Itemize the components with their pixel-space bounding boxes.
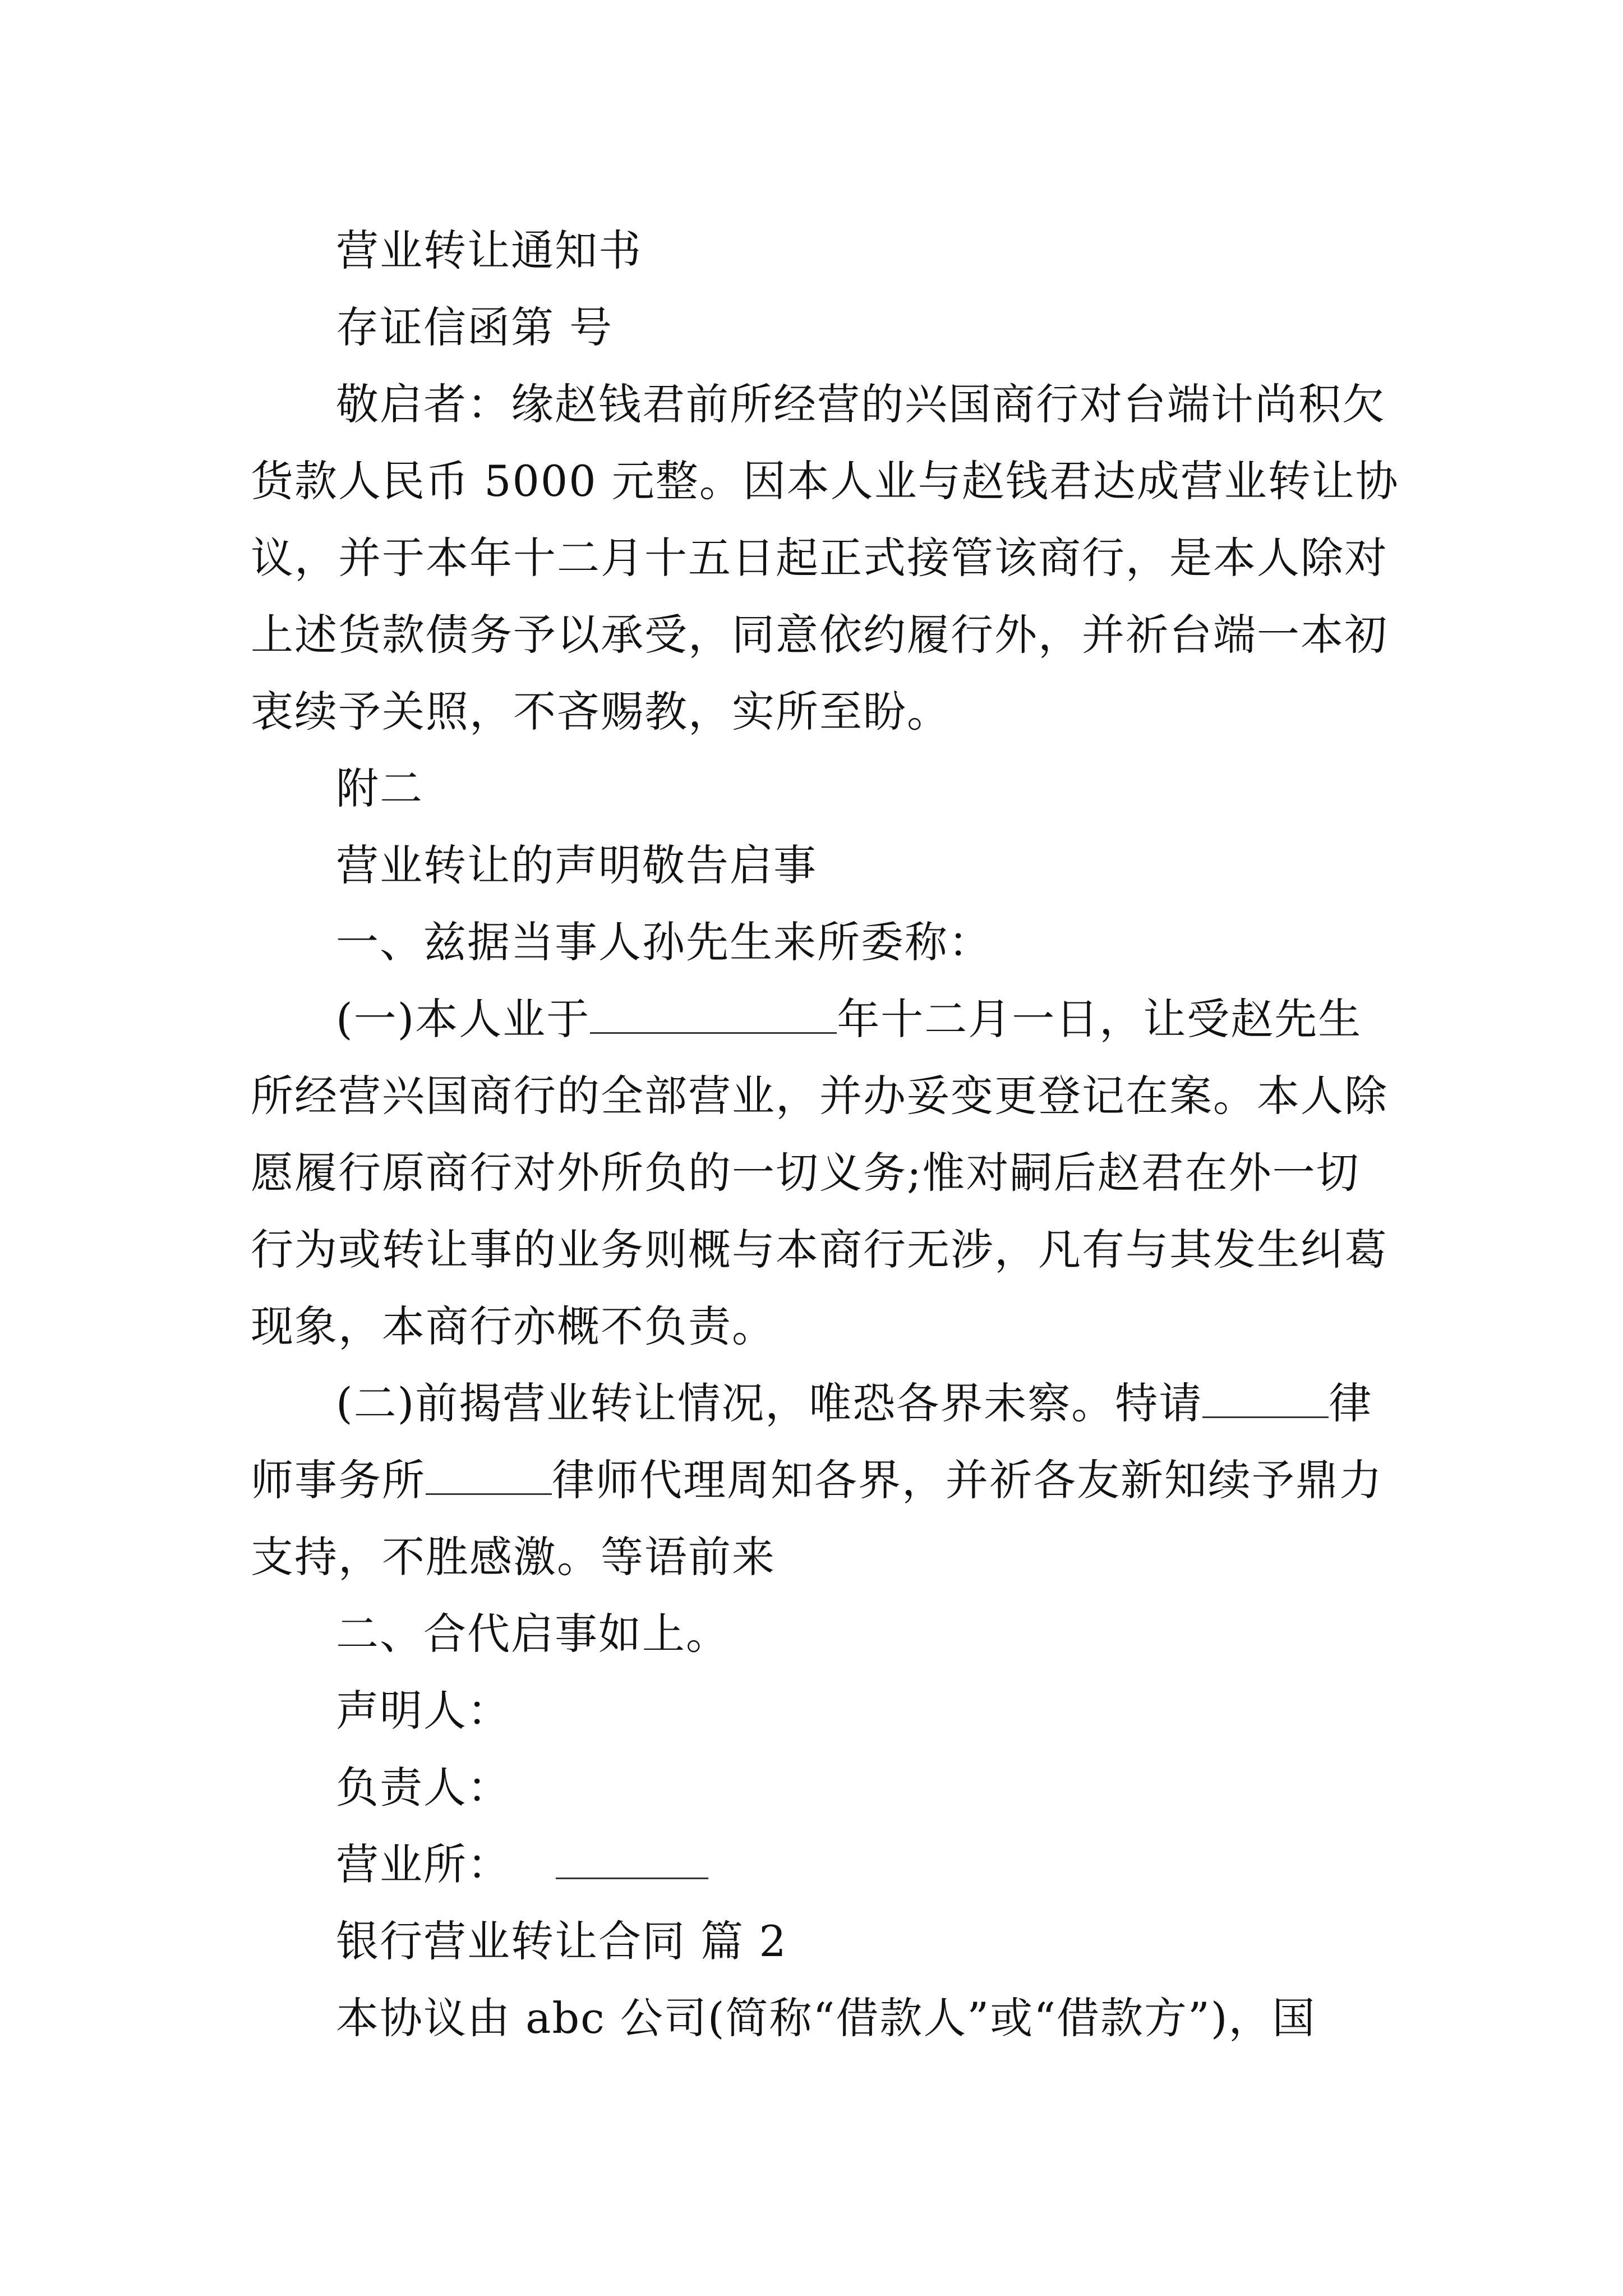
sub-item-one-line (251, 981, 1372, 1057)
business-office-blank (556, 1843, 708, 1879)
year-blank (590, 997, 837, 1034)
sub-item-two-line (251, 1365, 1372, 1442)
section2-title: 银行营业转让合同 篇 2 (336, 1916, 787, 1966)
firm-blank (426, 1458, 552, 1495)
sub-item-two-line (251, 1442, 1383, 1519)
business-office-line (251, 1826, 1372, 1903)
item-two: 二、合代启事如上。 (336, 1609, 730, 1659)
notice-title: 营业转让通知书 (336, 226, 642, 275)
business-office-label: 营业所： (336, 1839, 511, 1889)
letter-number: 存证信函第 号 (336, 302, 614, 352)
sub-item-two (251, 1365, 1383, 1595)
sub-item-two-line: 支持，不胜感激。等语前来 (251, 1532, 776, 1582)
notice-body (251, 366, 1399, 750)
sub-item-one-post: 年十二月一日，让受赵先生 (837, 994, 1362, 1044)
sub-item-one-line: 所经营兴国商行的全部营业，并办妥变更登记在案。本人除 (251, 1071, 1388, 1121)
notice-line: 议，并于本年十二月十五日起正式接管该商行，是本人除对 (251, 533, 1388, 583)
statement-title: 营业转让的声明敬告启事 (336, 840, 817, 890)
sub-item-one-line: 愿履行原商行对外所负的一切义务;惟对嗣后赵君在外一切 (251, 1148, 1360, 1198)
item-one: 一、兹据当事人孙先生来所委称： (336, 917, 992, 967)
notice-line: 敬启者：缘赵钱君前所经营的兴国商行对台端计尚积欠 (336, 379, 1386, 429)
declarant-label: 声明人： (336, 1686, 511, 1736)
appendix-label: 附二 (336, 763, 423, 813)
lawyer-blank (1202, 1382, 1329, 1418)
sub-item-two-pre2: 师事务所 (251, 1455, 426, 1505)
notice-line: 货款人民币 5000 元整。因本人业与赵钱君达成营业转让协 (251, 456, 1399, 506)
sub-item-two-pre: (二)前揭营业转让情况，唯恐各界未察。特请 (336, 1378, 1203, 1428)
sub-item-one (251, 981, 1388, 1365)
document-page (251, 212, 1399, 2056)
sub-item-one-line: 现象，本商行亦概不负责。 (251, 1301, 776, 1351)
sub-item-one-pre: (一)本人业于 (336, 994, 591, 1044)
person-in-charge-label: 负责人： (336, 1763, 511, 1812)
sub-item-two-post2: 律师代理周知各界，并祈各友新知续予鼎力 (552, 1455, 1383, 1505)
notice-line: 衷续予关照，不吝赐教，实所至盼。 (251, 687, 951, 737)
sub-item-one-line: 行为或转让事的业务则概与本商行无涉，凡有与其发生纠葛 (251, 1225, 1388, 1274)
sub-item-two-post: 律 (1329, 1378, 1373, 1428)
notice-line: 上述货款债务予以承受，同意依约履行外，并祈台端一本初 (251, 610, 1388, 660)
section2-first-line: 本协议由 abc 公司(简称“借款人”或“借款方”)，国 (336, 1993, 1316, 2043)
